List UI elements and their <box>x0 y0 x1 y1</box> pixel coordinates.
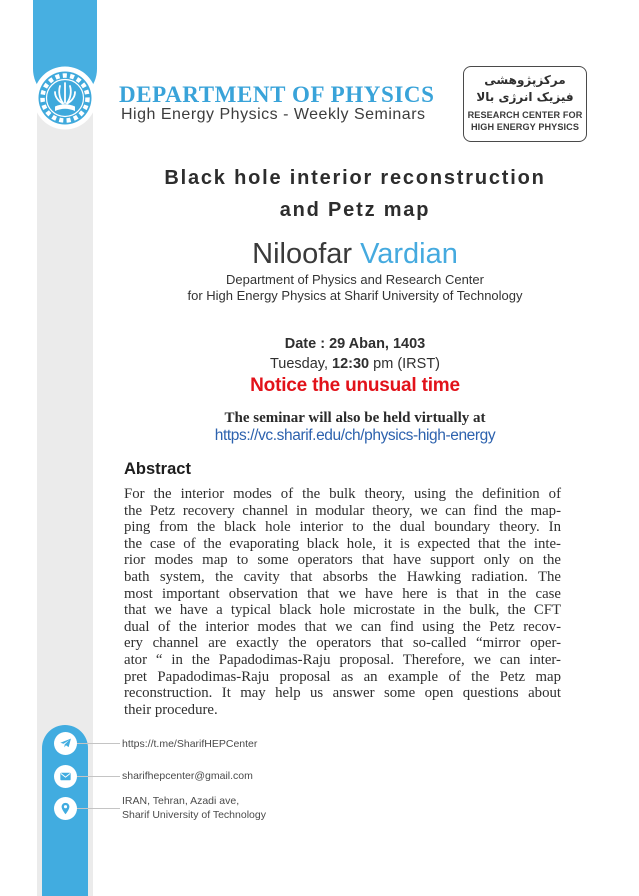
abstract-line: most important observation that we have here is that in the case <box>124 585 561 602</box>
abstract-line: the Petz recovery channel in modular theory, we can find the map- <box>124 502 561 519</box>
speaker-name <box>110 238 600 271</box>
abstract-line: For the interior modes of the bulk theory, using the definition of <box>124 486 561 502</box>
affiliation-line1: Department of Physics and Research Center <box>226 272 484 287</box>
unusual-time-notice: Notice the unusual time <box>250 375 460 396</box>
connector-line <box>77 776 120 777</box>
research-center-persian-line1: مرکزپژوهشی <box>484 73 566 87</box>
abstract-heading: Abstract <box>124 460 191 478</box>
email-icon <box>59 770 72 783</box>
abstract-line: dual of the interior modes that we can find using the Petz recov- <box>124 618 561 635</box>
time-line: Tuesday, 12:30 pm (IRST) <box>269 356 441 372</box>
schedule-block <box>110 334 600 397</box>
speaker-first-name: Niloofar <box>252 238 353 270</box>
virtual-meeting-link[interactable]: https://vc.sharif.edu/ch/physics-high-energy <box>214 427 496 444</box>
header-subtitle: High Energy Physics - Weekly Seminars <box>121 106 426 123</box>
telegram-badge <box>54 732 77 755</box>
research-center-persian-line2: فیزیک انرژی بالا <box>476 90 574 104</box>
abstract-line: that we have a typical black hole microstate in the bulk, the CFT <box>124 602 561 619</box>
email-badge <box>54 765 77 788</box>
speaker-affiliation <box>110 272 600 304</box>
abstract-line: reconstruction. It may help us answer some open questions about <box>124 685 561 702</box>
abstract-line: their procedure. <box>124 701 218 718</box>
research-center-english-line1: RESEARCH CENTER FOR <box>467 110 583 121</box>
connector-line <box>77 743 120 744</box>
abstract-line: ping from the black hole interior to the dual boundary theory. In <box>124 519 561 536</box>
location-badge <box>54 797 77 820</box>
research-center-box <box>463 66 587 142</box>
time-value: 12:30 <box>332 356 370 372</box>
seminar-title-line2: and Petz map <box>279 199 431 221</box>
seminar-title-block <box>110 162 600 226</box>
research-center-english-line2: HIGH ENERGY PHYSICS <box>470 122 580 133</box>
sharif-seal-icon <box>33 66 97 130</box>
speaker-last-name: Vardian <box>360 238 458 270</box>
virtual-intro: The seminar will also be held virtually at <box>224 410 486 426</box>
abstract-section <box>124 460 561 718</box>
postal-address <box>122 794 266 822</box>
location-pin-icon <box>59 802 72 815</box>
affiliation-line2: for High Energy Physics at Sharif University of Technology <box>187 288 523 303</box>
telegram-icon <box>59 737 72 750</box>
telegram-link[interactable]: https://t.me/SharifHEPCenter <box>122 738 258 750</box>
email-address[interactable]: sharifhepcenter@gmail.com <box>122 770 253 782</box>
seminar-title-line1: Black hole interior reconstruction <box>164 167 546 189</box>
abstract-line: pret Papadodimas-Raju proposal as an example of the Petz map <box>124 668 561 685</box>
address-line2: Sharif University of Technology <box>122 809 266 821</box>
abstract-line: ator “ in the Papadodimas-Raju proposal. Therefore, we can inter- <box>124 651 561 668</box>
abstract-line: ery channel are exactly the operators that so-called “mirror oper- <box>124 635 561 652</box>
abstract-line: rior modes map to some operators that have support only on the <box>124 552 561 569</box>
virtual-block <box>110 410 600 445</box>
connector-line <box>77 808 120 809</box>
abstract-line: bath system, the cavity that absorbs the Hawking radiation. The <box>124 568 561 585</box>
address-line1: IRAN, Tehran, Azadi ave, <box>122 795 240 807</box>
abstract-line: the case of the evaporating black hole, it is expected that the inte- <box>124 535 561 552</box>
date-line: Date : 29 Aban, 1403 <box>284 336 426 352</box>
sharif-university-logo <box>33 66 97 130</box>
department-title: DEPARTMENT OF PHYSICS <box>119 82 435 107</box>
